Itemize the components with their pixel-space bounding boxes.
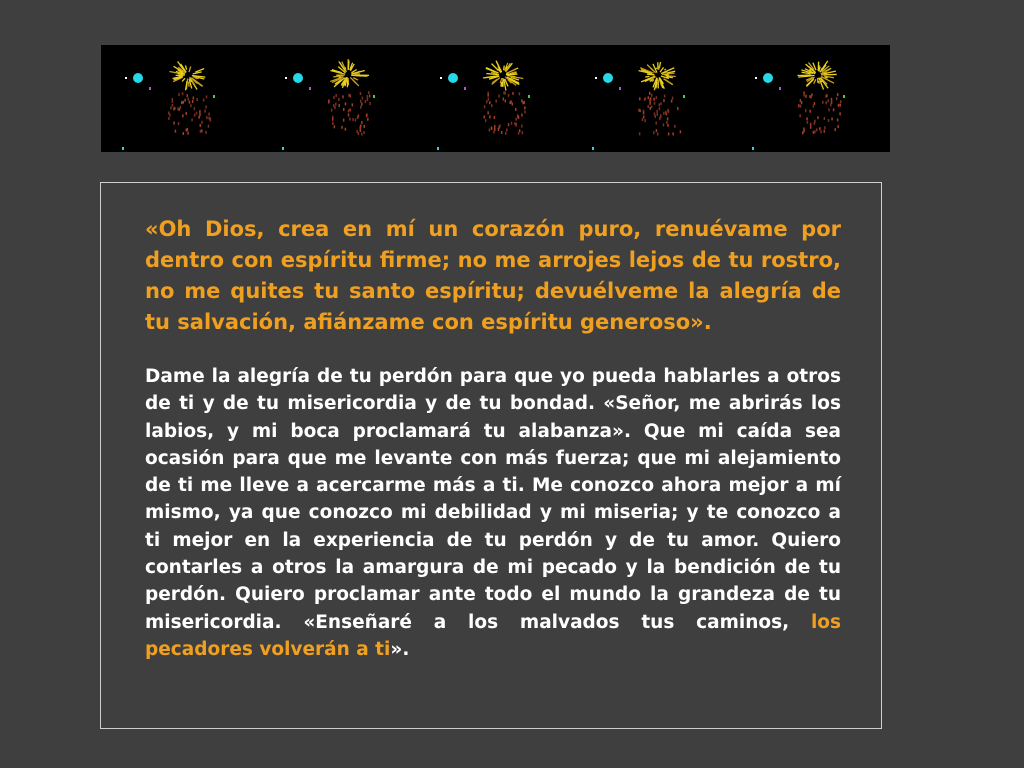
psalm-quote: «Oh Dios, crea en mí un corazón puro, renuévame por dentro con espíritu firme; no me arrojes lejos de tu rostro, no me quites tu santo espíritu; devuélveme la alegría de tu salvación, afiánzame con espíritu generoso». [145,217,841,334]
prayer-text: Dame la alegría de tu perdón para que yo pueda hablarles a otros de ti y de tu misericordia y de tu bondad. «Señor, me abrirás los labios, y mi boca proclamará tu alabanza». Que mi caída sea ocasión para que me levante con más fuerza; que mi alejamiento de ti me lleve a acercarme más a ti. Me conozco ahora mejor a mí mismo, ya que conozco mi debilidad y mi miseria; y te conozco a ti mejor en la experiencia de tu perdón y de tu amor. Quiero contarles a otros la amargura de mi pecado y la bendición de tu perdón. Quiero proclamar ante todo el mundo la grandeza de tu misericordia. «Enseñaré a los malvados tus caminos, [145,366,841,633]
firework-burst [592,62,685,150]
text-panel [100,182,882,729]
firework-burst [437,61,530,150]
prayer-end: ». [390,638,410,660]
firework-burst [122,61,215,150]
fireworks-banner [101,45,890,152]
text-content [145,214,841,663]
prayer-paragraph [145,363,841,663]
prayer-highlight: los pecadores volverán a ti [145,611,841,660]
fireworks-icon [101,45,890,152]
firework-burst [282,59,375,150]
firework-burst [752,61,845,150]
